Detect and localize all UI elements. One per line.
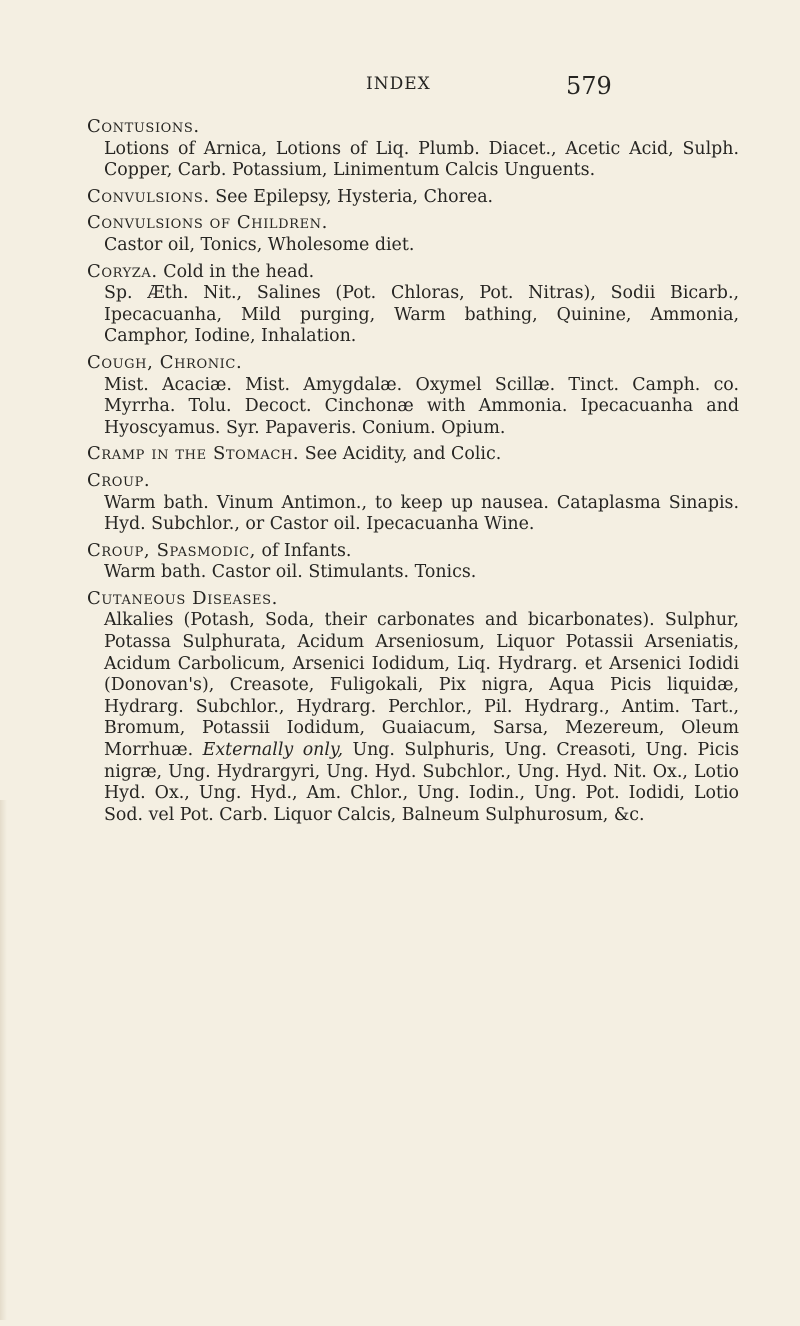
- index-entry-convulsions: [87, 186, 739, 209]
- entry-body: Mist. Acaciæ. Mist. Amygdalæ. Oxymel Scillæ. Tinct. Camph. co. Myrrha. Tolu. Decoct. Cinchonæ with Ammonia. Ipecacuanha and Hyoscyamus. Syr. Papaveris. Conium. Opium.: [104, 374, 739, 438]
- entry-heading: Contusions.: [87, 116, 200, 137]
- index-entry-coryza: [87, 261, 739, 348]
- index-entry-cutaneous-diseases: [87, 588, 739, 827]
- entry-heading: Croup, Spasmodic,: [87, 539, 256, 561]
- entry-body-text: Alkalies (Potash, Soda, their carbonates and bicarbonates). Sulphur, Potassa Sulphurata, Acidum Arseniosum, Liquor Potassii Arseniatis, Acidum Carbolicum, Arsenici Iodidum, Liq. Hydrarg. et Arsenici Iodidi (Donovan's), Creasote, Fuligokali, Pix nigra, Aqua Picis liquidæ, Hydrarg. Subchlor., Hydrarg. Perchlor., Pil. Hydrarg., Antim. Tart., Bromum, Potassii Iodidum, Guaiacum, Sarsa, Mezereum, Oleum Morrhuæ.: [104, 610, 739, 761]
- index-entry-cramp-in-the-stomach: [87, 443, 739, 466]
- entry-heading: Cramp in the Stomach.: [87, 443, 300, 465]
- page-spine-shadow: [0, 800, 7, 1320]
- entry-body: Castor oil, Tonics, Wholesome diet.: [104, 234, 415, 255]
- entry-body-italic: Externally only,: [202, 740, 343, 761]
- entry-body-text: Ung. Sulphuris, Ung. Creasoti, Ung. Picis nigræ, Ung. Hydrargyri, Ung. Hyd. Subchlor., Ung. Hyd. Nit. Ox., Lotio Hyd. Ox., Ung. Hyd., Am. Chlor., Ung. Iodin., Ung. Pot. Iodidi, Lotio Sod. vel Pot. Carb. Liquor Calcis, Balneum Sulphurosum, &c.: [104, 740, 739, 825]
- index-entry-croup-spasmodic: [87, 540, 739, 584]
- entry-heading: Convulsions.: [87, 185, 210, 207]
- entry-body: Warm bath. Vinum Antimon., to keep up nausea. Cataplasma Sinapis. Hyd. Subchlor., or Castor oil. Ipecacuanha Wine.: [104, 492, 739, 535]
- entry-body: Lotions of Arnica, Lotions of Liq. Plumb. Diacet., Acetic Acid, Sulph. Copper, Carb. Potassium, Linimentum Calcis Unguents.: [104, 138, 739, 181]
- index-entry-cough-chronic: [87, 352, 739, 439]
- running-title: INDEX: [366, 74, 431, 94]
- entry-heading: Convulsions of Children.: [87, 212, 328, 234]
- entry-heading: Cutaneous Diseases.: [87, 587, 278, 609]
- index-entry-contusions: [87, 116, 739, 182]
- page-header: [0, 74, 800, 114]
- index-entry-convulsions-of-children: [87, 212, 739, 256]
- index-content: [87, 116, 739, 830]
- entry-note: See Acidity, and Colic.: [304, 444, 502, 465]
- entry-note: See Epilepsy, Hysteria, Chorea.: [215, 186, 494, 207]
- entry-note: of Infants.: [261, 540, 352, 561]
- entry-note: Cold in the head.: [163, 261, 315, 282]
- entry-body: Sp. Æth. Nit., Salines (Pot. Chloras, Pot. Nitras), Sodii Bicarb., Ipecacuanha, Mild purging, Warm bathing, Quinine, Ammonia, Camphor, Iodine, Inhalation.: [104, 283, 739, 347]
- entry-body: [104, 610, 739, 826]
- entry-heading: Cough, Chronic.: [87, 351, 243, 373]
- index-entry-croup: [87, 470, 739, 536]
- page-number: 579: [566, 72, 612, 100]
- entry-body: Warm bath. Castor oil. Stimulants. Tonics.: [104, 562, 477, 583]
- entry-heading: Croup.: [87, 469, 151, 491]
- entry-heading: Coryza.: [87, 260, 158, 282]
